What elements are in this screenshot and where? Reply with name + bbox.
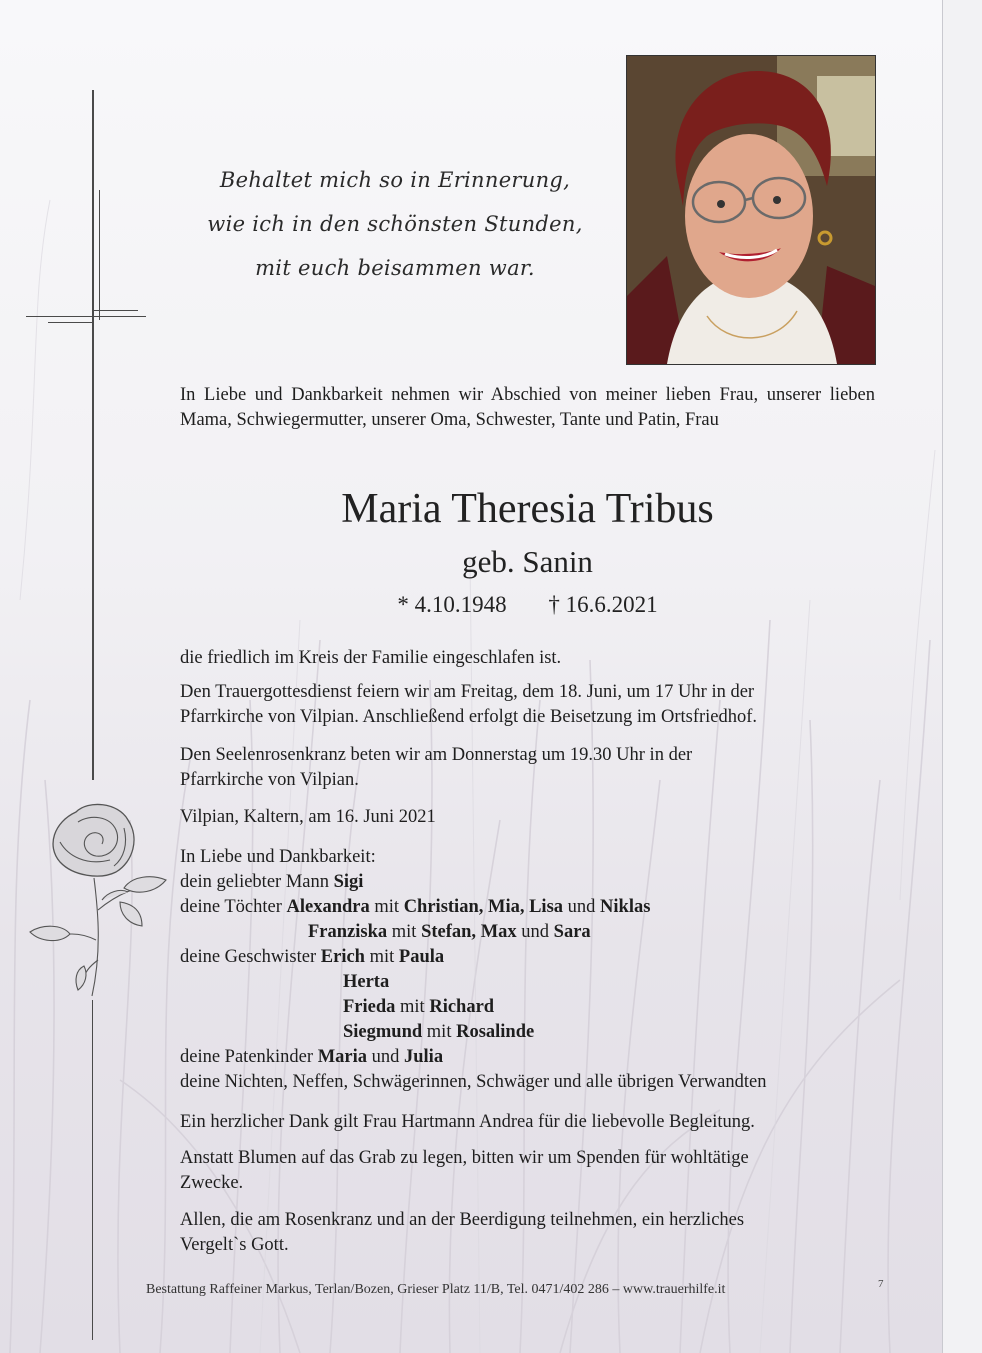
- partner-name: Christian,: [403, 897, 484, 917]
- family-row-relatives: deine Nichten, Neffen, Schwägerinnen, Schwäger und alle übrigen Verwandten: [180, 1072, 767, 1092]
- family-row-sibling-4: [180, 1020, 880, 1045]
- partner-name: Richard: [429, 997, 495, 1017]
- sibling-name: Erich: [320, 947, 365, 967]
- partner-name: Rosalinde: [456, 1022, 535, 1042]
- paragraph-line: Vilpian, Kaltern, am 16. Juni 2021: [180, 807, 436, 827]
- portrait-photo: [626, 55, 876, 365]
- poem-line-3: mit euch beisammen war.: [255, 256, 535, 280]
- grandchild-name: Sara: [553, 922, 591, 942]
- paragraph-thanks: [180, 1110, 880, 1135]
- footer-undertaker: Bestattung Raffeiner Markus, Terlan/Bozen, Grieser Platz 11/B, Tel. 0471/402 286 – www.trauerhilfe.it: [146, 1282, 726, 1297]
- paragraph-line: Pfarrkirche von Vilpian.: [180, 770, 359, 790]
- intro-text: In Liebe und Dankbarkeit nehmen wir Abschied von meiner lieben Frau, unserer lieben Mama, Schwiegermutter, unserer Oma, Schwester, Tante und Patin, Frau: [180, 385, 875, 430]
- maiden-name: geb. Sanin: [462, 544, 593, 579]
- grandchild-name: Lisa: [529, 897, 564, 917]
- life-dates: [180, 590, 875, 620]
- cross-horizontal-top: [92, 310, 138, 311]
- grandchild-name: Niklas: [600, 897, 651, 917]
- partner-name: Paula: [398, 947, 445, 967]
- connector: und: [521, 922, 550, 942]
- cross-horizontal-bottom: [26, 316, 146, 317]
- connector: mit: [369, 947, 395, 967]
- deceased-name: Maria Theresia Tribus: [341, 486, 714, 532]
- connector: mit: [426, 1022, 452, 1042]
- paragraph-line: die friedlich im Kreis der Familie eingeschlafen ist.: [180, 648, 562, 668]
- poem: [200, 158, 590, 290]
- prefix: deine Patenkinder: [180, 1047, 314, 1067]
- connector: und: [567, 897, 596, 917]
- sibling-name: Herta: [343, 972, 390, 992]
- family-row-husband: [180, 870, 880, 895]
- cross-horizontal-left: [48, 322, 92, 323]
- prefix: deine Töchter: [180, 897, 282, 917]
- prefix: deine Geschwister: [180, 947, 317, 967]
- birth-date: * 4.10.1948: [397, 592, 507, 617]
- godchild-name: Maria: [317, 1047, 367, 1067]
- sibling-name: Siegmund: [343, 1022, 423, 1042]
- godchild-name: Julia: [404, 1047, 444, 1067]
- cross-vertical-right: [99, 190, 100, 320]
- poem-line-2: wie ich in den schönsten Stunden,: [207, 212, 583, 236]
- paragraph-line: Zwecke.: [180, 1173, 244, 1193]
- paragraph-line: Allen, die am Rosenkranz und an der Beerdigung teilnehmen, ein herzliches: [180, 1210, 745, 1230]
- paragraph-peaceful: [180, 646, 880, 671]
- paragraph-line: Pfarrkirche von Vilpian. Anschließend erfolgt die Beisetzung im Ortsfriedhof.: [180, 707, 758, 727]
- place-date: [180, 805, 880, 830]
- paragraph-funeral: [180, 680, 880, 730]
- cross-vertical-left: [92, 90, 94, 780]
- family-row-sibling-3: [180, 995, 880, 1020]
- family-row-daughters: [180, 895, 880, 920]
- daughter-name: Franziska: [308, 922, 388, 942]
- paragraph-line: Den Seelenrosenkranz beten wir am Donnerstag um 19.30 Uhr in der: [180, 745, 693, 765]
- poem-line-1: Behaltet mich so in Erinnerung,: [219, 168, 571, 192]
- page-number: 7: [878, 1278, 884, 1290]
- connector: mit: [391, 922, 417, 942]
- paragraph-line: Vergelt`s Gott.: [180, 1235, 289, 1255]
- page-rule-lower: [92, 1000, 93, 1340]
- paragraph-line: Den Trauergottesdienst feiern wir am Freitag, dem 18. Juni, um 17 Uhr in der: [180, 682, 755, 702]
- connector: mit: [374, 897, 400, 917]
- daughter-name: Alexandra: [286, 897, 370, 917]
- family-row-daughter-2: [180, 920, 880, 945]
- paragraph-flowers: [180, 1146, 880, 1196]
- prefix: dein geliebter Mann: [180, 872, 329, 892]
- death-date: † 16.6.2021: [548, 592, 658, 617]
- sibling-name: Frieda: [343, 997, 396, 1017]
- family-row-siblings: [180, 945, 880, 970]
- paragraph-line: Anstatt Blumen auf das Grab zu legen, bitten wir um Spenden für wohltätige: [180, 1148, 749, 1168]
- partner-name: Stefan,: [421, 922, 477, 942]
- grandchild-name: Mia,: [487, 897, 525, 917]
- family-row-godchildren: [180, 1045, 880, 1070]
- family-list: [180, 845, 880, 1095]
- rose-icon: [28, 800, 173, 1000]
- page-edge: [942, 0, 982, 1353]
- connector: und: [371, 1047, 400, 1067]
- paragraph-line: Ein herzlicher Dank gilt Frau Hartmann Andrea für die liebevolle Begleitung.: [180, 1112, 755, 1132]
- husband-name: Sigi: [333, 872, 364, 892]
- family-heading: In Liebe und Dankbarkeit:: [180, 847, 376, 867]
- paragraph-rosary: [180, 743, 880, 793]
- family-row-sibling-2: [180, 970, 880, 995]
- grandchild-name: Max: [480, 922, 517, 942]
- connector: mit: [400, 997, 425, 1017]
- paragraph-vergelts: [180, 1208, 880, 1258]
